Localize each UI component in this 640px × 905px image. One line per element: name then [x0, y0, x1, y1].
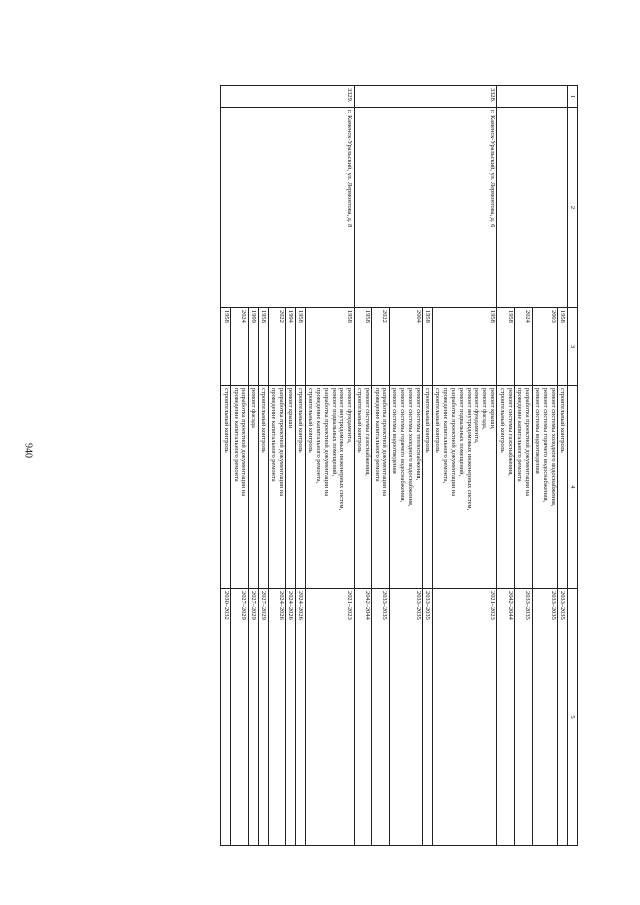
work-type-line: ремонт системы водоотведения [391, 388, 399, 474]
period-cell: 2033–2035 [389, 589, 422, 846]
table-body [221, 86, 568, 846]
work-type-line: ремонт системы газоснабжения, [363, 388, 371, 476]
period-cell: 2024–2026 [296, 589, 306, 846]
year-cell: 1958 [423, 308, 433, 386]
year-cell: 2022 [372, 308, 390, 386]
page-number: 940 [22, 443, 34, 458]
work-type-line: строительный контроль [559, 388, 567, 453]
address-cell [497, 108, 568, 308]
work-type-line: проведение капитального ремонта, [442, 388, 450, 484]
period-cell: 2033–2035 [532, 589, 557, 846]
work-type-line: ремонт системы теплоснабжения, [414, 388, 422, 481]
work-type-line: строительный контроль [222, 388, 230, 453]
period-cell: 2024–2026 [286, 589, 296, 846]
period-cell: 2042–2044 [497, 589, 515, 846]
work-type-line: ремонт крыши [287, 388, 295, 429]
year-cell: 1958 [497, 308, 515, 386]
year-cell: 1958 [296, 308, 306, 386]
work-type-cell [433, 386, 498, 589]
work-type-line: ремонт внутридомовых инженерных систем, [338, 388, 346, 511]
year-cell: 2003 [532, 308, 557, 386]
table-row [305, 86, 354, 846]
work-type-line: ремонт системы холодного водоснабжения, [549, 388, 557, 507]
row-number-cell: 3329. [221, 86, 354, 108]
address-cell: г. Каменск-Уральский, ул. Лермонтова, д. 8 [221, 108, 354, 308]
work-type-line: ремонт системы газоснабжения, [506, 388, 514, 476]
rotated-page [78, 85, 578, 845]
work-type-cell [221, 386, 231, 589]
period-cell: 2021–2023 [433, 589, 498, 846]
work-type-line: проведение капитального ремонта [516, 388, 524, 482]
work-type-line: разработка проектной документации на [381, 388, 389, 497]
address-cell: г. Каменск-Уральский, ул. Лермонтова, д. 6 [354, 108, 497, 308]
work-type-line: строительный контроль [424, 388, 432, 453]
year-cell: 1958 [258, 308, 268, 386]
work-type-line: разработка проектной документации на [277, 388, 285, 497]
work-type-line: строительный контроль [297, 388, 305, 453]
year-cell: 2024 [231, 308, 249, 386]
work-type-cell [354, 386, 372, 589]
table-row [433, 86, 498, 846]
period-cell: 2033–2035 [372, 589, 390, 846]
period-cell: 2033–2035 [515, 589, 533, 846]
work-type-line: ремонт крыши, [489, 388, 496, 430]
work-type-cell [248, 386, 258, 589]
period-cell: 2033–2035 [423, 589, 433, 846]
work-type-line: строительный контроль [434, 388, 442, 453]
year-cell: 1958 [558, 308, 568, 386]
header-row [568, 86, 578, 846]
work-type-line: ремонт системы горячего водоснабжения, [541, 388, 549, 503]
work-type-line: строительный контроль [498, 388, 506, 453]
work-type-line: проведение капитального ремонта [232, 388, 240, 482]
period-cell: 2030–2032 [221, 589, 231, 846]
work-type-line: проведение капитального ремонта [269, 388, 277, 482]
column-header-1: 1 [568, 86, 578, 108]
work-type-cell [258, 386, 268, 589]
work-type-cell [558, 386, 568, 589]
work-type-line: ремонт системы холодного водоснабжения, [406, 388, 414, 507]
column-header-4: 4 [568, 386, 578, 589]
year-cell: 1958 [305, 308, 354, 386]
period-cell: 2033–2035 [558, 589, 568, 846]
work-type-line: ремонт фундамента, [473, 388, 481, 444]
work-type-line: разработка проектной документации на [322, 388, 330, 497]
year-cell: 1994 [286, 308, 296, 386]
work-type-line: ремонт внутридомовых инженерных систем, [465, 388, 473, 511]
period-cell: 2024–2026 [268, 589, 286, 846]
work-type-cell [497, 386, 515, 589]
year-cell: 2022 [268, 308, 286, 386]
work-type-line: разработка проектной документации на [240, 388, 248, 497]
year-cell: 1958 [354, 308, 372, 386]
work-type-line: ремонт фасада [250, 388, 258, 428]
work-type-line: строительный контроль [307, 388, 315, 453]
work-type-line: проведение капитального ремонта [373, 388, 381, 482]
year-cell: 1958 [433, 308, 498, 386]
work-type-cell [296, 386, 306, 589]
work-type-line: ремонт подвальных помещений, [457, 388, 465, 477]
work-type-cell [515, 386, 533, 589]
work-type-line: ремонт системы горячего водоснабжения, [399, 388, 407, 503]
work-type-cell [231, 386, 249, 589]
work-type-line: строительный контроль [356, 388, 363, 453]
work-type-line: строительный контроль [260, 388, 268, 453]
year-cell: 2004 [389, 308, 422, 386]
year-cell: 1999 [248, 308, 258, 386]
work-type-line: ремонт фасада, [481, 388, 489, 430]
year-cell: 2024 [515, 308, 533, 386]
work-type-line: разработка проектной документации на [524, 388, 532, 497]
work-type-line: разработка проектной документации на [449, 388, 457, 497]
period-cell: 2027–2029 [231, 589, 249, 846]
work-type-line: ремонт подвальных помещений, [330, 388, 338, 477]
period-cell: 2042–2044 [354, 589, 372, 846]
table-row [558, 86, 568, 846]
row-number-cell [497, 86, 568, 108]
work-type-cell [532, 386, 557, 589]
work-type-line: ремонт фундамента, [346, 388, 354, 444]
work-type-cell [286, 386, 296, 589]
period-cell: 2027–2029 [258, 589, 268, 846]
period-cell: 2021–2023 [305, 589, 354, 846]
work-type-cell [372, 386, 390, 589]
work-type-cell [305, 386, 354, 589]
work-type-cell [268, 386, 286, 589]
column-header-3: 3 [568, 308, 578, 386]
work-type-cell [423, 386, 433, 589]
period-cell: 2027–2029 [248, 589, 258, 846]
year-cell: 1958 [221, 308, 231, 386]
column-header-5: 5 [568, 589, 578, 846]
repair-schedule-table [221, 85, 579, 846]
column-header-2: 2 [568, 108, 578, 308]
work-type-line: проведение капитального ремонта, [314, 388, 322, 484]
work-type-line: ремонт системы водоотведения [534, 388, 542, 474]
row-number-cell: 3328. [354, 86, 497, 108]
work-type-cell [389, 386, 422, 589]
